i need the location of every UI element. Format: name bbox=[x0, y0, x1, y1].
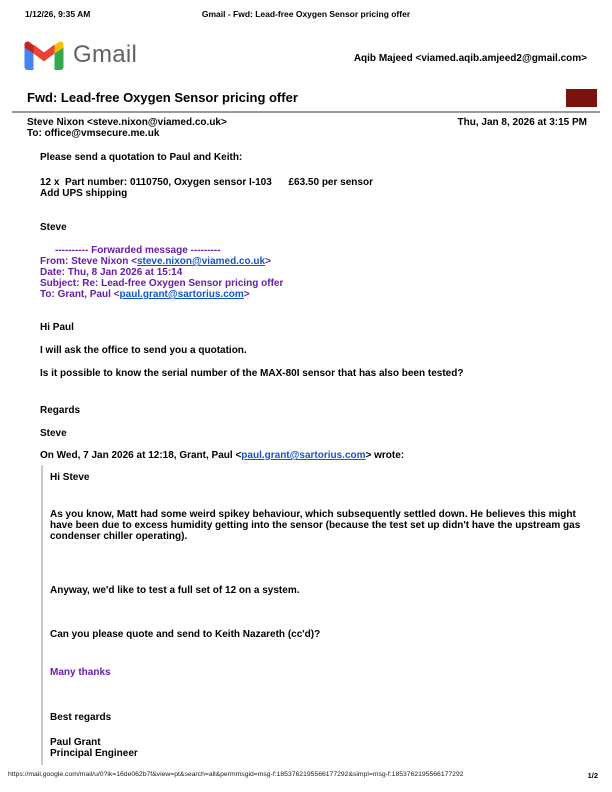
forwarded-regards: Regards bbox=[40, 405, 81, 416]
quoted-paragraph-2: Anyway, we'd like to test a full set of 12 on a system. bbox=[50, 585, 300, 596]
forwarded-from-email-link[interactable]: steve.nixon@viamed.co.uk bbox=[136, 256, 266, 267]
forwarded-line2: Is it possible to know the serial number of the MAX-80I sensor that has also been tested? bbox=[40, 368, 464, 379]
forwarded-from-suffix: > bbox=[265, 256, 271, 267]
quoted-paragraph-1: As you know, Matt had some weird spikey behaviour, which subsequently settled down. He believes this might have been due to excess humidity getting into the sensor (because the test set up didn't have the upstream gas condenser chiller operating). bbox=[50, 509, 581, 542]
print-footer-url: https://mail.google.com/mail/u/0?ik=16de062b7f&view=pt&search=all&permmsgid=msg-f:1853762195566177292&simpl=msg-f:1853762195566177292 bbox=[8, 771, 464, 778]
sender-line: Steve Nixon <steve.nixon@viamed.co.uk> bbox=[27, 117, 227, 128]
recipient-line: To: office@vmsecure.me.uk bbox=[27, 128, 160, 139]
reply-attribution bbox=[40, 450, 582, 461]
forwarded-line1: I will ask the office to send you a quotation. bbox=[40, 345, 247, 356]
message-body bbox=[40, 152, 582, 765]
print-title: Gmail - Fwd: Lead-free Oxygen Sensor pricing offer bbox=[201, 9, 411, 19]
forwarded-to-suffix: > bbox=[243, 289, 250, 300]
quoted-message bbox=[41, 465, 582, 765]
forwarded-to-line bbox=[40, 289, 582, 300]
header-divider bbox=[12, 111, 600, 113]
attribution-email-link[interactable]: paul.grant@sartorius.com bbox=[241, 450, 366, 461]
quoted-sender-name: Paul Grant bbox=[50, 737, 101, 748]
email-subject: Fwd: Lead-free Oxygen Sensor pricing offer bbox=[27, 90, 298, 105]
quoted-signoff: Best regards bbox=[50, 712, 112, 723]
quoted-greeting: Hi Steve bbox=[50, 472, 90, 483]
forwarded-to-email-link[interactable]: paul.grant@sartorius.com bbox=[119, 289, 244, 300]
gmail-m-icon bbox=[24, 40, 64, 70]
forwarded-date-line: Date: Thu, 8 Jan 2026 at 15:14 bbox=[40, 267, 183, 278]
gmail-logo bbox=[24, 40, 137, 70]
attribution-prefix: On Wed, 7 Jan 2026 at 12:18, Grant, Paul < bbox=[40, 450, 242, 461]
forwarded-divider: ---------- Forwarded message --------- bbox=[55, 245, 221, 256]
forwarded-signature: Steve bbox=[40, 428, 67, 439]
sent-date: Thu, Jan 8, 2026 at 3:15 PM bbox=[457, 117, 587, 128]
quoted-paragraph-3: Can you please quote and send to Keith Nazareth (cc'd)? bbox=[50, 629, 321, 640]
print-timestamp: 1/12/26, 9:35 AM bbox=[25, 9, 91, 19]
redacted-message-count-box bbox=[566, 89, 597, 107]
attribution-suffix: > wrote: bbox=[365, 450, 405, 461]
forwarded-from-line bbox=[40, 256, 582, 267]
signature-steve: Steve bbox=[40, 222, 67, 233]
quoted-sender-title: Principal Engineer bbox=[50, 748, 138, 759]
body-intro: Please send a quotation to Paul and Keith: bbox=[40, 152, 243, 163]
account-identity: Aqib Majeed <viamed.aqib.amjeed2@gmail.com> bbox=[353, 53, 587, 64]
forwarded-from-prefix: From: Steve Nixon < bbox=[40, 256, 137, 267]
message-meta bbox=[27, 117, 587, 139]
forwarded-to-prefix: To: Grant, Paul < bbox=[40, 289, 120, 300]
shipping-line: Add UPS shipping bbox=[40, 188, 128, 199]
print-header bbox=[25, 9, 587, 21]
order-line: 12 x Part number: 0110750, Oxygen sensor I-103 £63.50 per sensor bbox=[40, 177, 373, 188]
gmail-wordmark: Gmail bbox=[73, 41, 138, 68]
forwarded-subject-line: Subject: Re: Lead-free Oxygen Sensor pricing offer bbox=[40, 278, 284, 289]
forwarded-greeting: Hi Paul bbox=[40, 322, 74, 333]
print-footer bbox=[8, 771, 602, 778]
quoted-thanks: Many thanks bbox=[50, 667, 111, 678]
print-page-indicator: 1/2 bbox=[587, 771, 598, 780]
